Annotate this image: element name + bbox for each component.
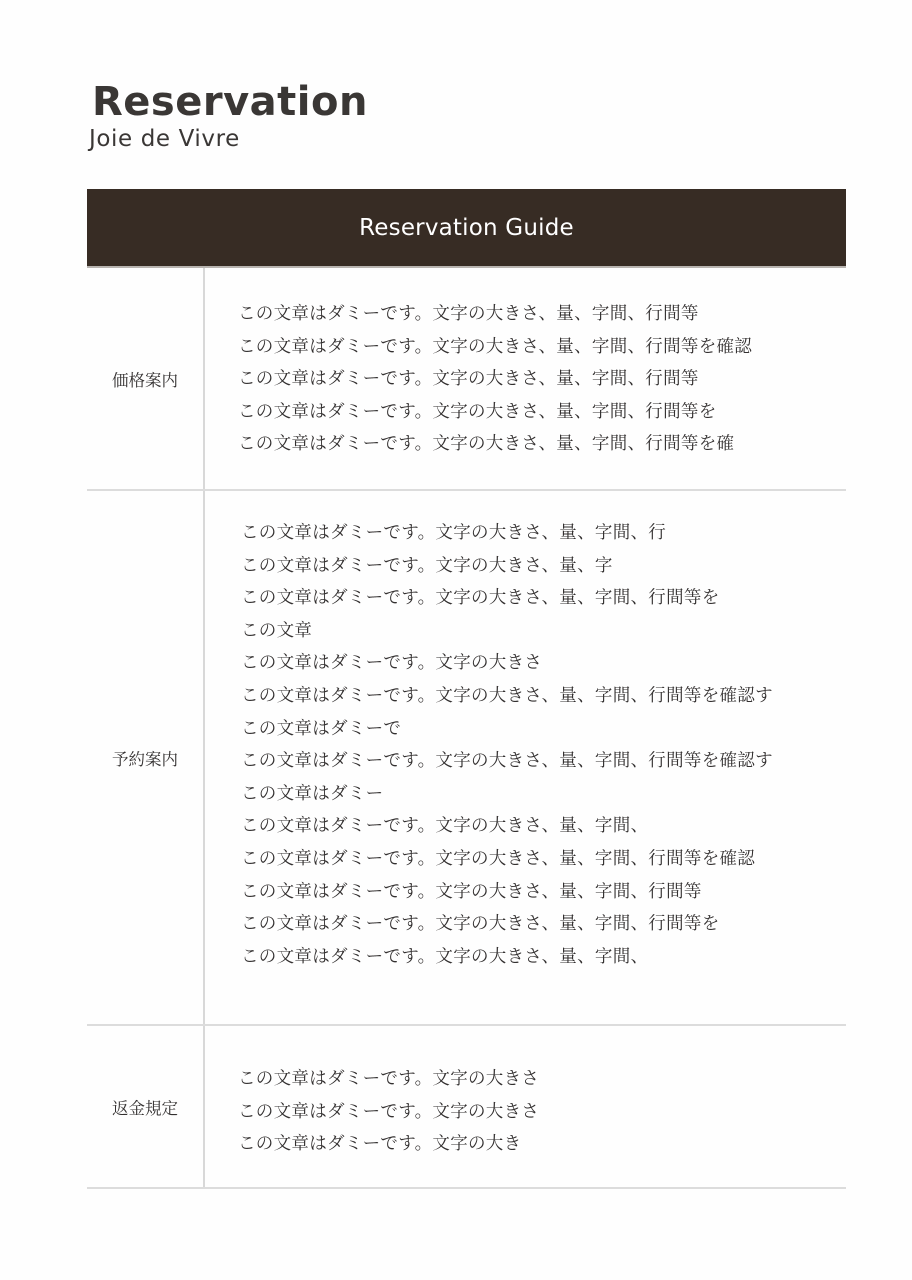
text-line: この文章はダミーです。文字の大きさ、量、字間、 [241,816,649,837]
row-label-reservation-info: 予約案内 [87,491,205,1024]
text-line: この文章はダミーです。文字の大きさ、量、字間、行間等を [238,401,717,422]
text-line: この文章はダミーです。文字の大きさ、量、字 [241,555,613,576]
text-line: この文章はダミーです。文字の大きさ、量、字間、行間等を [241,914,720,935]
text-line: この文章はダミーです。文字の大きさ [238,1101,540,1122]
table-header [87,189,846,268]
table-row-reservation-info [87,491,846,1026]
row-content-refund-policy [205,1026,846,1187]
text-line: この文章はダミーです。文字の大きさ [241,653,543,674]
row-label-price-info: 価格案内 [87,268,205,489]
text-line: この文章はダミーです。文字の大きさ、量、字間、行間等を確認 [241,848,756,869]
text-line: この文章 [241,620,313,641]
row-content-reservation-info [205,491,846,1024]
row-content-price-info [205,268,846,489]
row-label-refund-policy: 返金規定 [87,1026,205,1187]
table-row-refund-policy [87,1026,846,1189]
text-line: この文章はダミーです。文字の大きさ、量、字間、 [241,946,649,967]
text-line: この文章はダミーです。文字の大きさ、量、字間、行 [241,523,667,543]
text-line: この文章はダミーで [241,718,402,739]
text-line: この文章はダミーです。文字の大きさ、量、字間、行間等 [238,369,699,390]
text-line: この文章はダミーです。文字の大きさ、量、字間、行間等を確認 [238,336,753,357]
text-line: この文章はダミーです。文字の大きさ、量、字間、行間等を確認す [241,685,773,706]
reservation-guide-table [87,189,846,1189]
page-title: Reservation [92,79,368,125]
text-line: この文章はダミーです。文字の大きさ、量、字間、行間等を確認す [241,751,773,772]
text-line: この文章はダミーです。文字の大きさ [238,1069,540,1089]
table-title: Reservation Guide [359,214,574,241]
text-line: この文章はダミーです。文字の大きさ、量、字間、行間等を [241,588,720,609]
text-line: この文章はダミーです。文字の大きさ、量、字間、行間等 [241,881,702,902]
text-line: この文章はダミーです。文字の大きさ、量、字間、行間等 [238,304,699,324]
text-line: この文章はダミーです。文字の大き [238,1134,522,1155]
table-row-price-info [87,268,846,491]
page-subtitle: Joie de Vivre [89,126,240,152]
page-header [89,78,368,152]
text-line: この文章はダミーです。文字の大きさ、量、字間、行間等を確 [238,434,735,455]
text-line: この文章はダミー [241,783,384,804]
